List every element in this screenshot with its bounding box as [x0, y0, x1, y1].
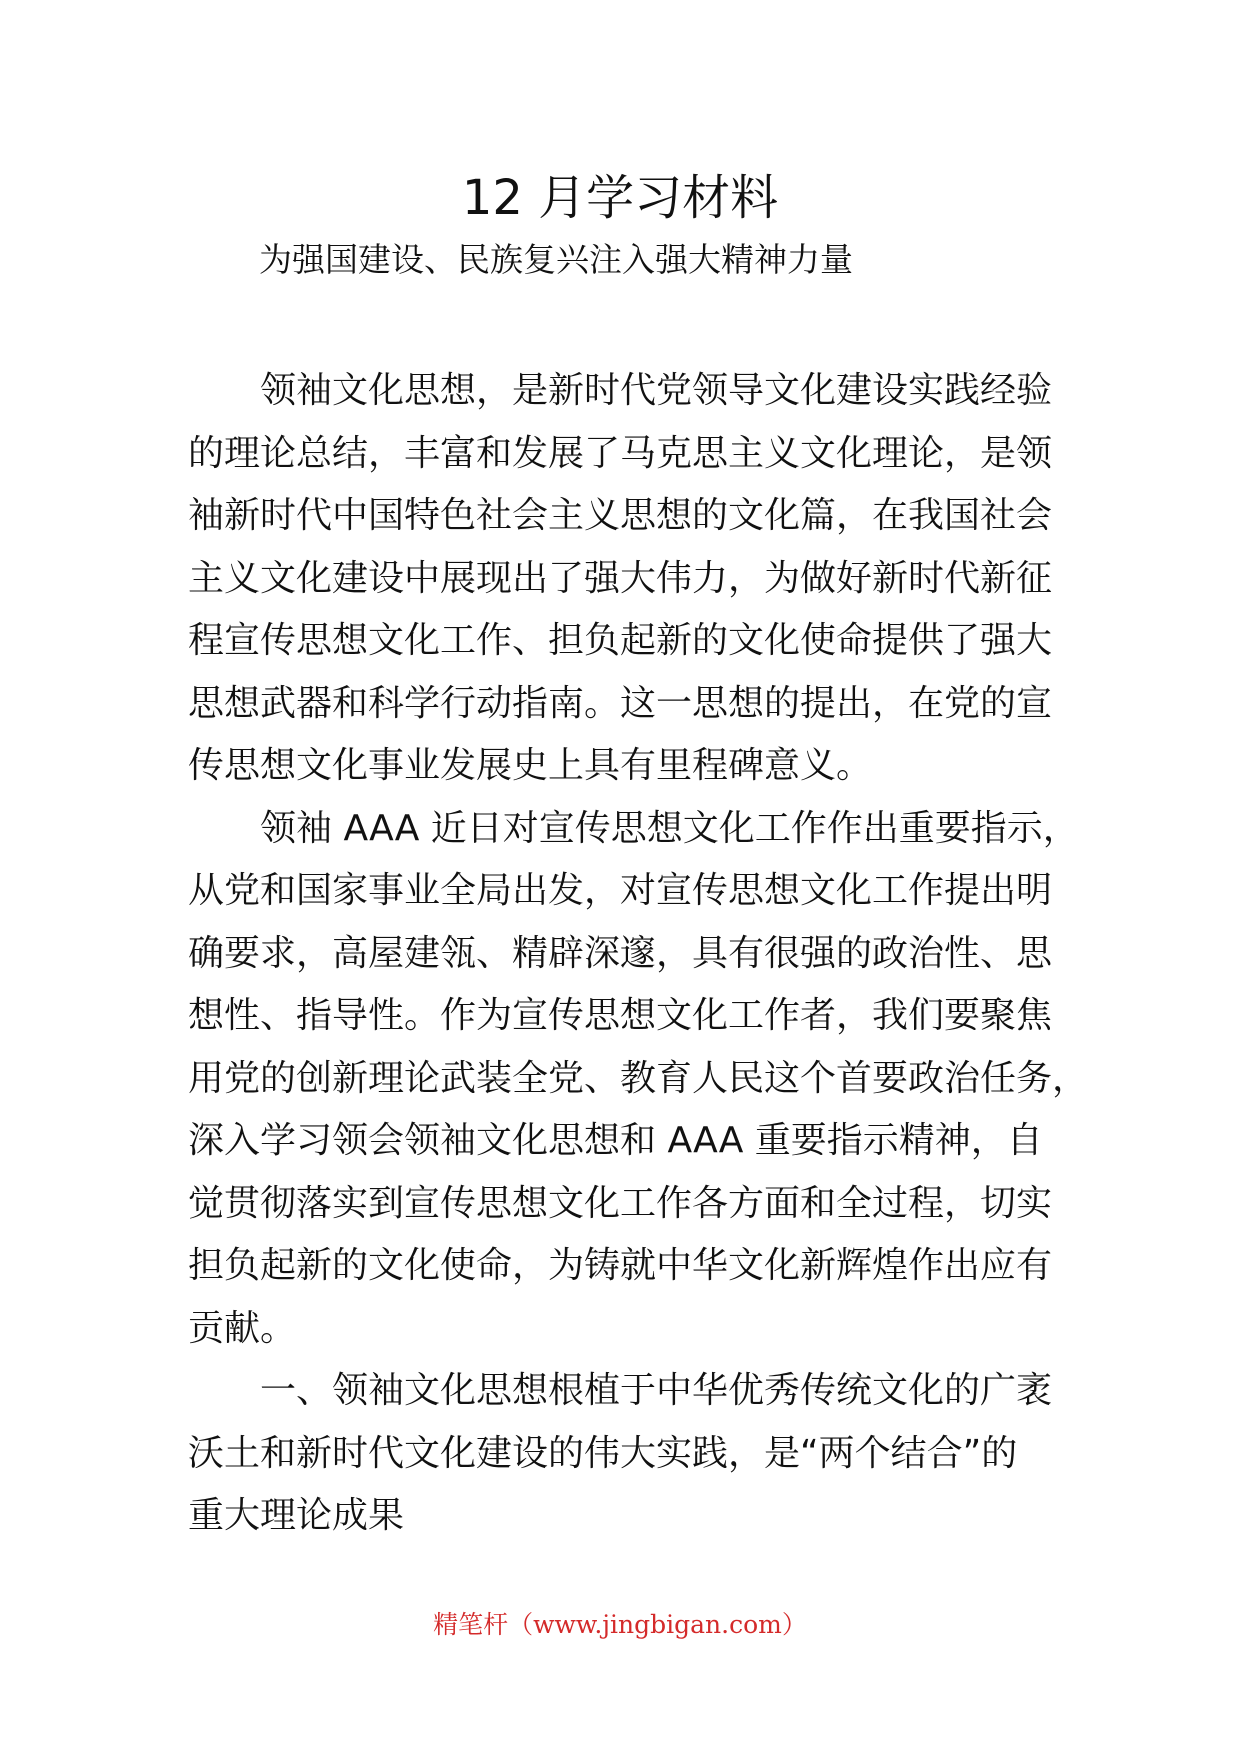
paragraph-line: 担负起新的文化使命，为铸就中华文化新辉煌作出应有 — [188, 1245, 1053, 1286]
paragraph-line: 重大理论成果 — [188, 1495, 405, 1536]
footer-watermark: 精笔杆（www.jingbigan.com） — [433, 1610, 807, 1639]
page-subtitle: 为强国建设、民族复兴注入强大精神力量 — [259, 240, 853, 279]
paragraph-line: 领袖文化思想，是新时代党领导文化建设实践经验 — [260, 370, 1053, 411]
paragraph-line: 觉贯彻落实到宣传思想文化工作各方面和全过程，切实 — [188, 1182, 1053, 1224]
paragraph-line: 用党的创新理论武装全党、教育人民这个首要政治任务， — [188, 1057, 1089, 1099]
paragraph-line: 传思想文化事业发展史上具有里程碑意义。 — [188, 745, 873, 786]
paragraph-line: 主义文化建设中展现出了强大伟力，为做好新时代新征 — [188, 557, 1053, 599]
paragraph-line: 思想武器和科学行动指南。这一思想的提出，在党的宣 — [188, 682, 1053, 724]
paragraph-line: 确要求，高屋建瓴、精辟深邃，具有很强的政治性、思 — [188, 932, 1053, 974]
paragraph-line: 的理论总结，丰富和发展了马克思主义文化理论，是领 — [188, 432, 1053, 474]
paragraph-line: 一、领袖文化思想根植于中华优秀传统文化的广袤 — [260, 1370, 1053, 1411]
paragraph-line: 沃土和新时代文化建设的伟大实践，是“两个结合”的 — [188, 1432, 1018, 1474]
paragraph-line: 领袖 AAA 近日对宣传思想文化工作作出重要指示， — [260, 807, 1079, 849]
paragraph-line: 深入学习领会领袖文化思想和 AAA 重要指示精神，自 — [188, 1120, 1043, 1161]
paragraph-line: 程宣传思想文化工作、担负起新的文化使命提供了强大 — [188, 620, 1053, 661]
paragraph-2 — [188, 798, 1089, 1361]
paragraph-1 — [188, 360, 1078, 798]
paragraph-line: 从党和国家事业全局出发，对宣传思想文化工作提出明 — [188, 870, 1053, 911]
paragraph-line: 贡献。 — [188, 1307, 297, 1349]
page-title: 12 月学习材料 — [461, 170, 779, 226]
document-body — [188, 360, 1089, 1548]
paragraph-3 — [188, 1360, 1078, 1548]
paragraph-line: 袖新时代中国特色社会主义思想的文化篇，在我国社会 — [188, 495, 1053, 536]
paragraph-line: 想性、指导性。作为宣传思想文化工作者，我们要聚焦 — [188, 995, 1053, 1036]
